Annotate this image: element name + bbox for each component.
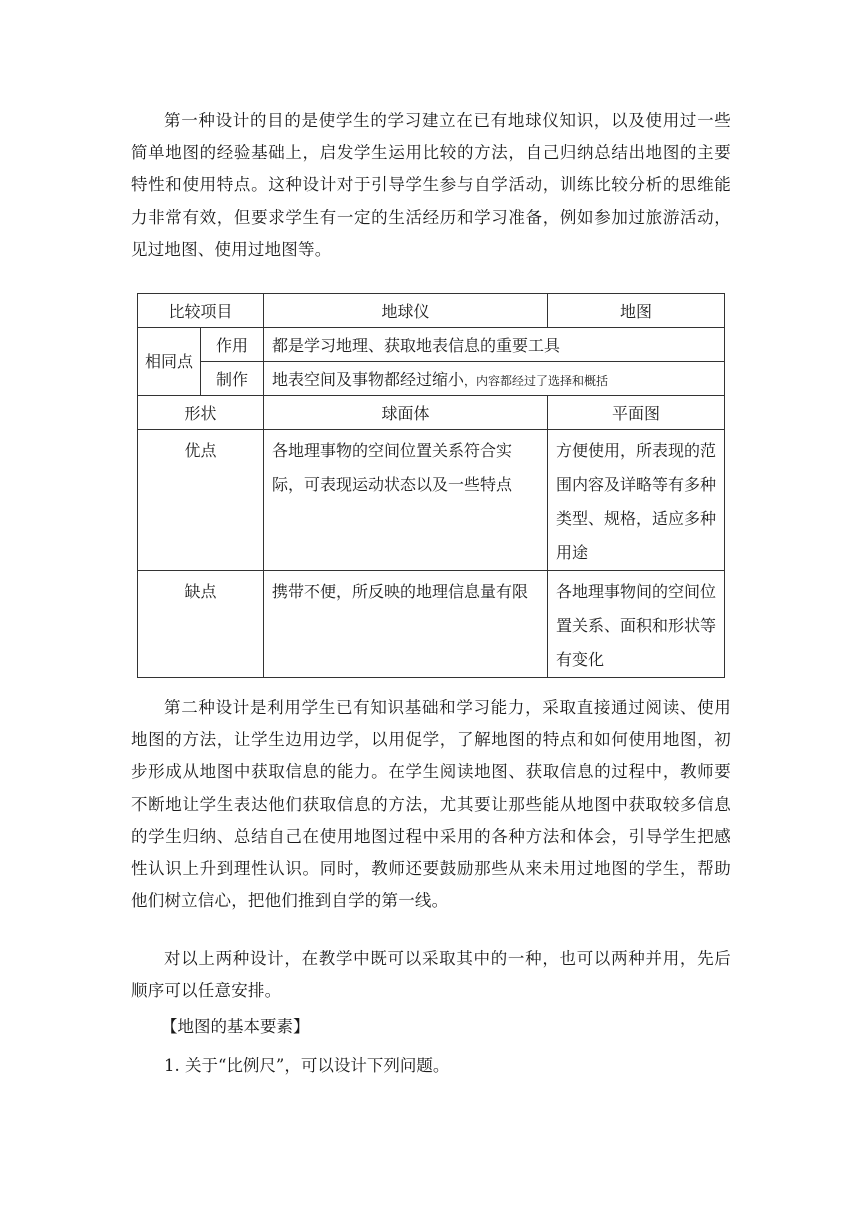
table-row-shape [138,396,725,430]
disadvantages-map-cell [548,571,725,678]
use-value: 都是学习地理、获取地表信息的重要工具 [264,328,725,362]
table-row-use [138,328,725,362]
advantages-globe: 各地理事物的空间位置关系符合实际，可表现运动状态以及一些特点 [272,441,513,494]
table-row-disadvantages [138,571,725,678]
header-compare-item: 比较项目 [138,294,264,328]
disadvantages-label: 缺点 [138,571,264,678]
shape-label: 形状 [138,396,264,430]
making-label: 制作 [201,362,264,396]
making-cell [264,362,725,396]
advantages-map: 方便使用，所表现的范围内容及详略等有多种类型、规格，适应多种用途 [556,441,717,562]
section-heading: 【地图的基本要素】 [161,1017,310,1036]
use-label: 作用 [201,328,264,362]
table-row-making [138,362,725,396]
advantages-globe-cell [264,430,548,571]
header-map: 地图 [548,294,725,328]
disadvantages-globe-cell [264,571,548,678]
paragraph-summary: 对以上两种设计，在教学中既可以采取其中的一种，也可以两种并用，先后顺序可以任意安排。 [131,949,731,1001]
shape-globe: 球面体 [264,396,548,430]
disadvantages-map: 各地理事物间的空间位置关系、面积和形状等有变化 [556,582,717,669]
list-item-scale: 1. 关于“比例尺”，可以设计下列问题。 [164,1056,450,1075]
advantages-label: 优点 [138,430,264,571]
advantages-map-cell [548,430,725,571]
making-note: ，内容都经过了选择和概括 [464,374,609,388]
table-header-row [138,294,725,328]
same-points-label: 相同点 [138,328,201,396]
table-row-advantages [138,430,725,571]
paragraph-design-two: 第二种设计是利用学生已有知识基础和学习能力，采取直接通过阅读、使用地图的方法，让学生边用边学，以用促学，了解地图的特点和如何使用地图，初步形成从地图中获取信息的能力。在学生阅读地图、获取信息的过程中，教师要不断地让学生表达他们获取信息的方法，尤其要让那些能从地图中获取较多信息的学生归纳、总结自己在使用地图过程中采用的各种方法和体会，引导学生把感性认识上升到理性认识。同时，教师还要鼓励那些从来未用过地图的学生，帮助他们树立信心，把他们推到自学的第一线。 [131,698,731,911]
header-globe: 地球仪 [264,294,548,328]
disadvantages-globe: 携带不便，所反映的地理信息量有限 [272,582,529,601]
paragraph-design-one: 第一种设计的目的是使学生的学习建立在已有地球仪知识，以及使用过一些简单地图的经验基础上，启发学生运用比较的方法，自己归纳总结出地图的主要特性和使用特点。这种设计对于引导学生参与自学活动，训练比较分析的思维能力非常有效，但要求学生有一定的生活经历和学习准备，例如参加过旅游活动，见过地图、使用过地图等。 [131,111,731,259]
comparison-table [137,293,725,678]
shape-map: 平面图 [548,396,725,430]
making-value: 地表空间及事物都经过缩小 [272,370,465,389]
